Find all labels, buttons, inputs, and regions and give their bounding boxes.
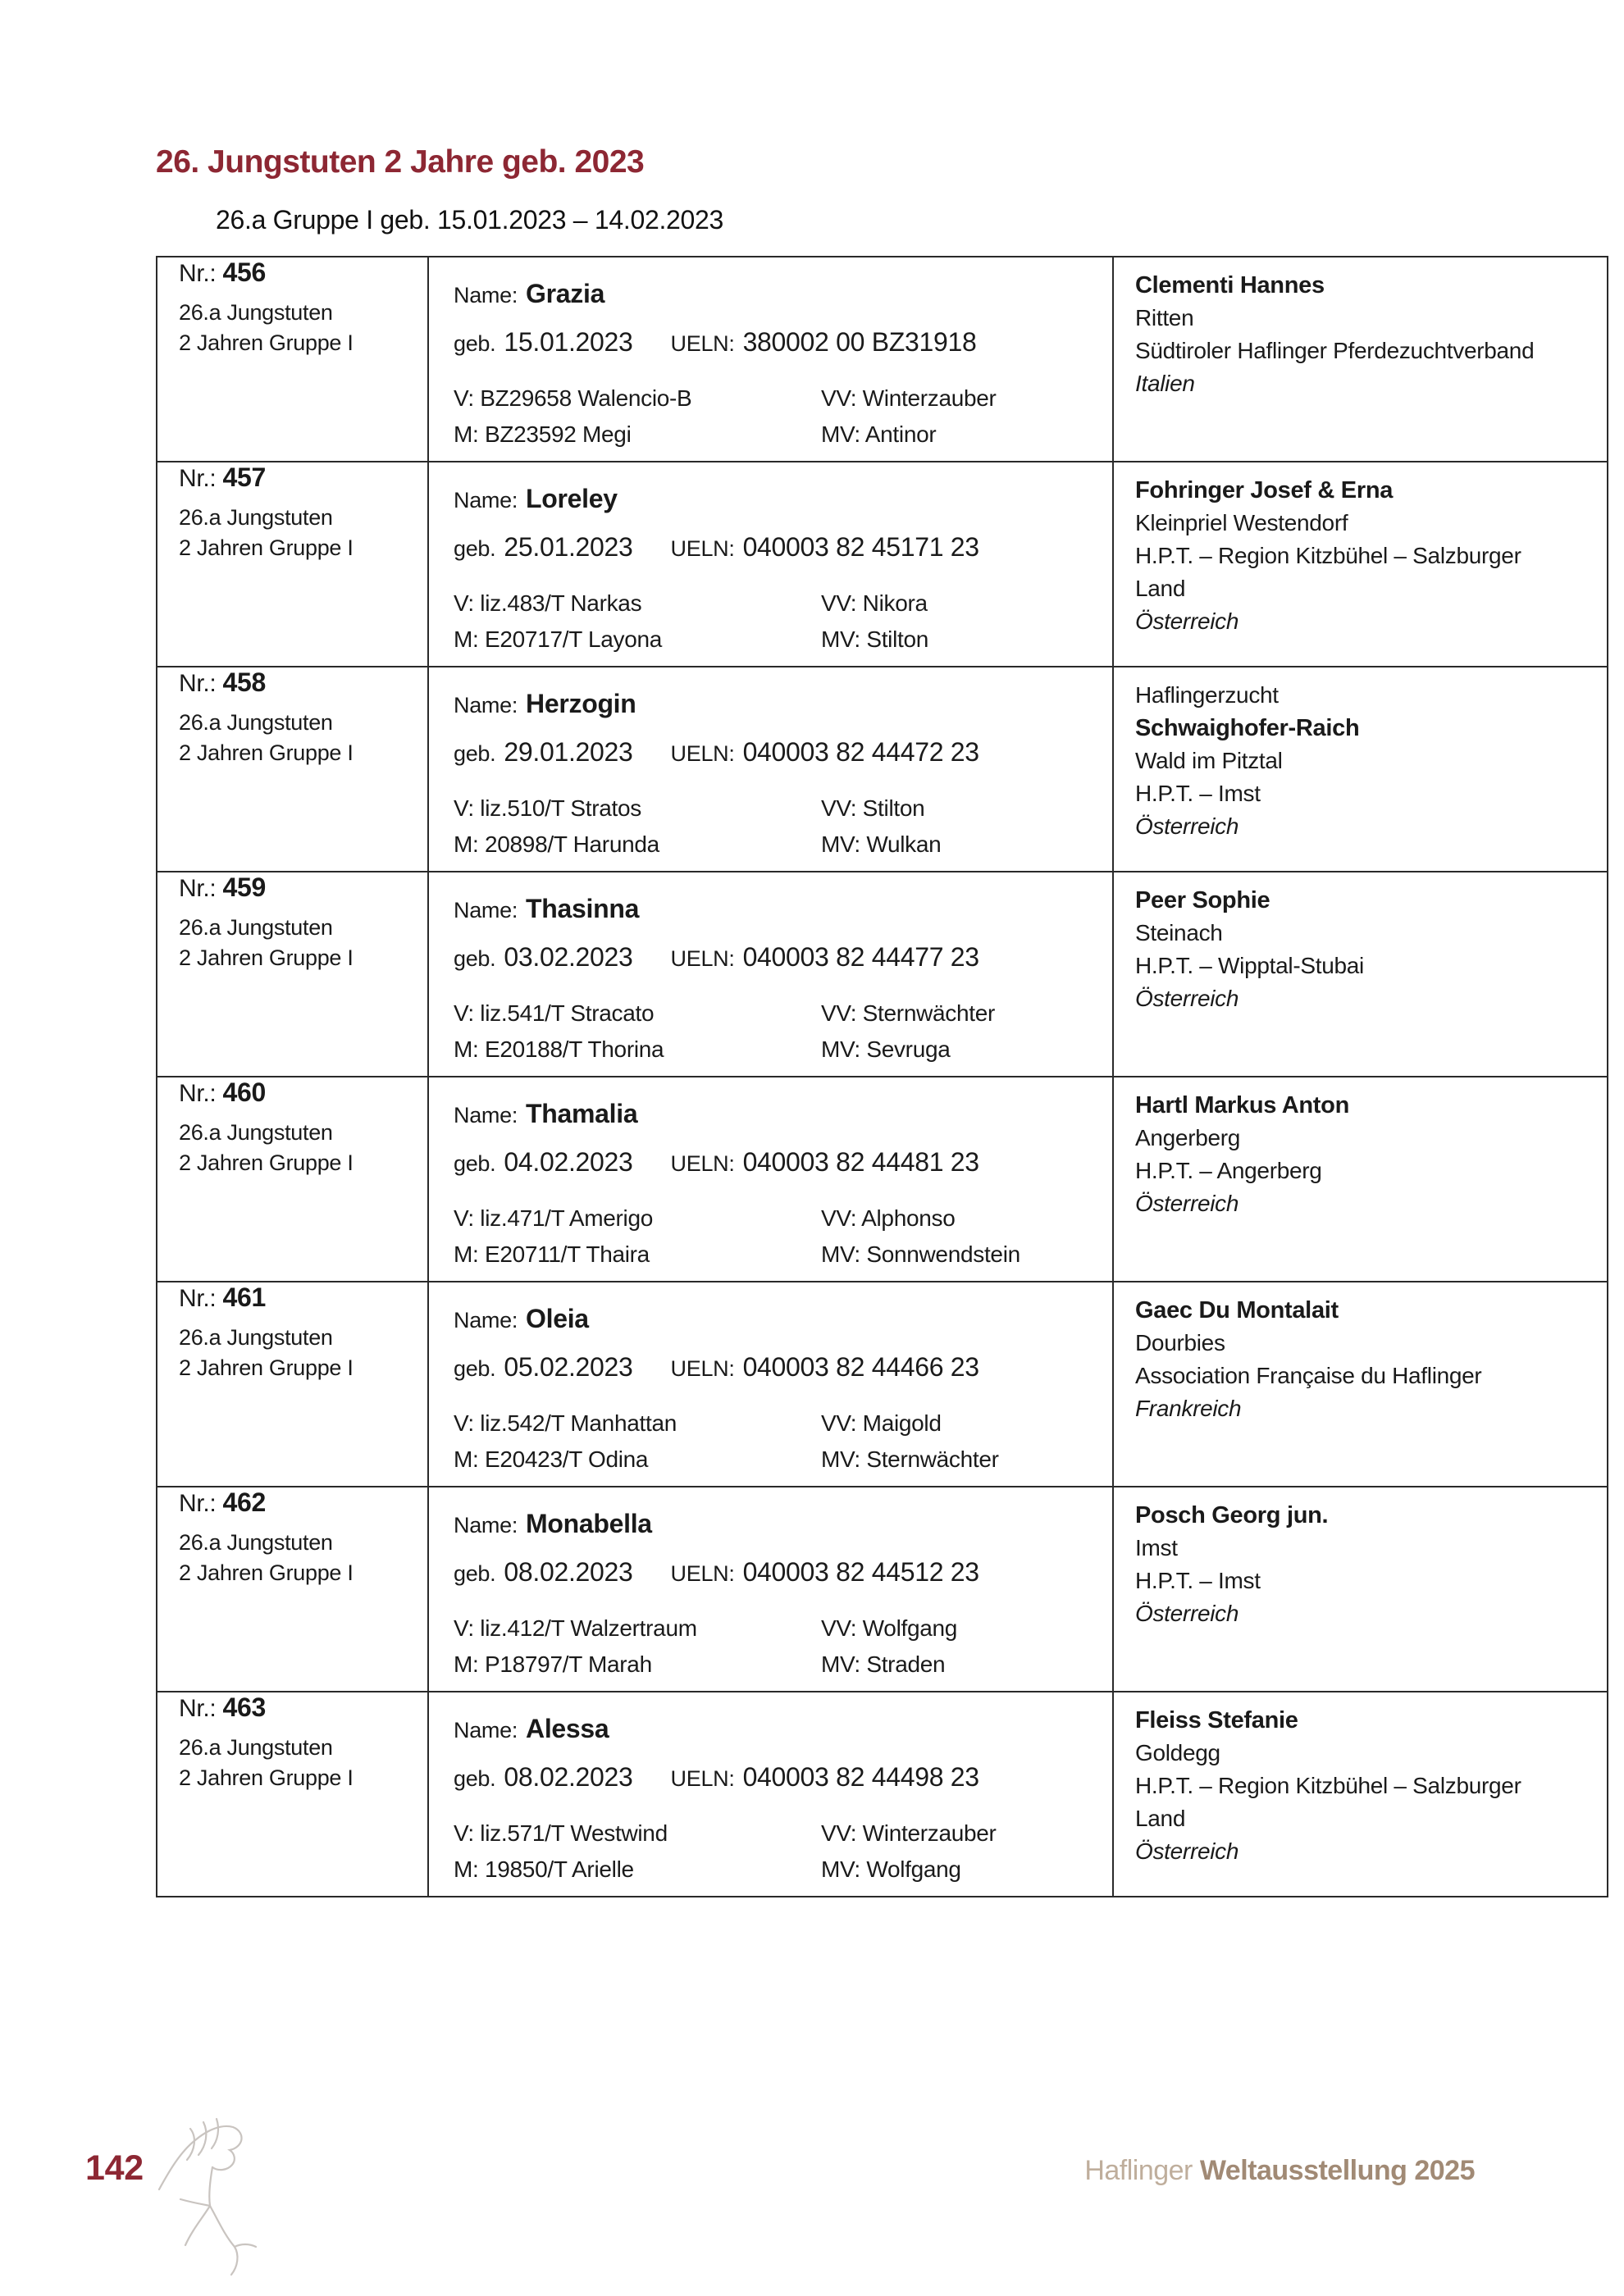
owner-line: H.P.T. – Region Kitzbühel – Salzburger Land [1135,543,1521,601]
horse-name-line [454,1099,1097,1129]
nr-label: Nr.: [179,260,217,287]
horse-name-line [454,279,1097,309]
sire-sire-line: VV: Stilton [821,795,925,821]
footer-brand-light: Haflinger [1084,2155,1200,2186]
owner-line: Südtiroler Haflinger Pferdezuchtverband [1135,338,1535,363]
entry-number-line [179,1077,421,1108]
dam-line: M: E20188/T Thorina [454,1036,664,1062]
entry-number: 457 [222,462,267,492]
name-label: Name: [454,898,518,922]
cell-number [157,872,428,1077]
cell-owner [1113,667,1608,872]
cell-number [157,257,428,462]
catalog-table-body [157,257,1608,1897]
birth-line [454,532,1097,563]
birth-date: 29.01.2023 [504,737,633,767]
horse-name-line [454,484,1097,514]
owner-line: Italien [1135,371,1195,396]
cell-horse [428,1282,1113,1487]
sire-sire-line: VV: Sternwächter [821,1000,996,1026]
owner-line: Schwaighofer-Raich [1135,715,1360,741]
entry-number: 463 [222,1692,267,1722]
dam-sire-line: MV: Stilton [821,626,929,652]
owner-line: Österreich [1135,608,1239,634]
birth-line [454,1352,1097,1383]
owner-line: Österreich [1135,1601,1239,1626]
owner-line: Österreich [1135,986,1239,1011]
birth-line [454,942,1097,973]
entry-number: 456 [222,257,267,287]
owner-line: Angerberg [1135,1125,1241,1150]
ueln-number: 040003 82 44512 23 [742,1557,979,1587]
cell-horse [428,872,1113,1077]
owner-line: Kleinpriel Westendorf [1135,510,1348,535]
geb-label: geb. [454,1766,496,1791]
ueln-label: UELN: [670,1561,735,1586]
horse-name: Loreley [526,484,618,513]
ueln-label: UELN: [670,741,735,766]
owner-line: Ritten [1135,305,1194,330]
ueln-label: UELN: [670,1151,735,1176]
pedigree-block [454,1820,1097,1883]
birth-date: 08.02.2023 [504,1557,633,1587]
owner-line: Hartl Markus Anton [1135,1092,1349,1118]
owner-line: Imst [1135,1535,1178,1560]
dam-sire-line: MV: Sternwächter [821,1446,999,1472]
sire-sire-line: VV: Nikora [821,590,928,616]
nr-label: Nr.: [179,465,217,492]
group-line-2: 2 Jahren Gruppe I [179,330,354,355]
owner-line: H.P.T. – Angerberg [1135,1158,1322,1183]
sire-sire-line: VV: Alphonso [821,1205,956,1231]
ueln-label: UELN: [670,536,735,561]
pedigree-block [454,1000,1097,1063]
cell-owner [1113,1692,1608,1897]
birth-date: 15.01.2023 [504,327,633,357]
ueln-number: 040003 82 44472 23 [742,737,979,767]
cell-number [157,1692,428,1897]
horse-name: Thasinna [526,894,640,923]
entry-number: 462 [222,1487,267,1517]
group-line-2: 2 Jahren Gruppe I [179,945,354,970]
geb-label: geb. [454,741,496,766]
cell-owner [1113,1282,1608,1487]
entry-number-line [179,257,421,288]
owner-line: H.P.T. – Imst [1135,781,1261,806]
owner-line: H.P.T. – Region Kitzbühel – Salzburger Land [1135,1773,1521,1831]
table-row [157,667,1608,872]
horse-name-line [454,1509,1097,1539]
owner-line: Österreich [1135,1838,1239,1864]
group-line-1: 26.a Jungstuten [179,1530,333,1555]
birth-line [454,327,1097,358]
name-label: Name: [454,1513,518,1538]
entry-number: 459 [222,872,267,902]
cell-owner [1113,1077,1608,1282]
nr-label: Nr.: [179,1490,217,1517]
name-label: Name: [454,1103,518,1128]
birth-line [454,1147,1097,1178]
owner-line: Wald im Pitztal [1135,748,1283,773]
owner-line: Goldegg [1135,1740,1220,1765]
birth-line [454,1762,1097,1793]
horse-name-line [454,894,1097,924]
cell-number [157,667,428,872]
owner-line: Clementi Hannes [1135,272,1325,298]
sire-sire-line: VV: Wolfgang [821,1615,958,1641]
table-row [157,1077,1608,1282]
group-line-1: 26.a Jungstuten [179,300,333,325]
birth-date: 25.01.2023 [504,532,633,562]
pedigree-block [454,1410,1097,1473]
group-line-1: 26.a Jungstuten [179,710,333,735]
sire-sire-line: VV: Winterzauber [821,385,997,411]
owner-line: H.P.T. – Wipptal-Stubai [1135,953,1364,978]
cell-number [157,462,428,667]
horse-name-line [454,689,1097,719]
dam-sire-line: MV: Sevruga [821,1036,951,1062]
birth-date: 03.02.2023 [504,942,633,972]
footer-brand [1084,2155,1475,2187]
cell-horse [428,1487,1113,1692]
dam-sire-line: MV: Antinor [821,421,937,447]
owner-line: Österreich [1135,813,1239,839]
owner-line: Gaec Du Montalait [1135,1297,1339,1323]
group-line-2: 2 Jahren Gruppe I [179,1355,354,1380]
table-row [157,1692,1608,1897]
cell-number [157,1282,428,1487]
ueln-number: 040003 82 45171 23 [742,532,979,562]
dam-sire-line: MV: Wulkan [821,831,942,857]
horse-name-line [454,1714,1097,1744]
entry-number-line [179,1282,421,1313]
owner-line: Österreich [1135,1191,1239,1216]
page-subtitle: 26.a Gruppe I geb. 15.01.2023 – 14.02.2023 [216,205,724,235]
group-line-2: 2 Jahren Gruppe I [179,535,354,560]
cell-horse [428,667,1113,872]
table-row [157,462,1608,667]
group-line-2: 2 Jahren Gruppe I [179,1765,354,1790]
table-row [157,1487,1608,1692]
dam-sire-line: MV: Straden [821,1651,946,1677]
owner-line: Steinach [1135,920,1223,945]
horse-name: Thamalia [526,1099,638,1128]
ueln-number: 380002 00 BZ31918 [742,327,977,357]
pedigree-block [454,1205,1097,1268]
cell-owner [1113,1487,1608,1692]
horse-name-line [454,1304,1097,1334]
ueln-label: UELN: [670,1356,735,1381]
owner-line: Fleiss Stefanie [1135,1707,1298,1733]
nr-label: Nr.: [179,1285,217,1312]
sire-line: V: BZ29658 Walencio-B [454,385,692,411]
nr-label: Nr.: [179,670,217,697]
ueln-number: 040003 82 44498 23 [742,1762,979,1792]
entry-number-line [179,667,421,698]
catalog-table [156,256,1608,1897]
sire-line: V: liz.541/T Stracato [454,1000,655,1026]
dam-line: M: E20711/T Thaira [454,1241,650,1267]
cell-number [157,1487,428,1692]
sire-line: V: liz.412/T Walzertraum [454,1615,697,1641]
geb-label: geb. [454,331,496,356]
dam-line: M: 20898/T Harunda [454,831,659,857]
group-line-1: 26.a Jungstuten [179,1120,333,1145]
sire-sire-line: VV: Maigold [821,1410,942,1436]
dam-sire-line: MV: Wolfgang [821,1856,961,1882]
horse-name: Grazia [526,279,605,308]
name-label: Name: [454,1308,518,1332]
table-row [157,1282,1608,1487]
geb-label: geb. [454,1561,496,1586]
dam-line: M: E20717/T Layona [454,626,663,652]
cell-owner [1113,257,1608,462]
horse-name: Alessa [526,1714,609,1743]
horse-logo-icon [144,2114,288,2290]
entry-number-line [179,462,421,493]
cell-horse [428,257,1113,462]
birth-line [454,1557,1097,1588]
pedigree-block [454,1615,1097,1678]
dam-line: M: BZ23592 Megi [454,421,632,447]
geb-label: geb. [454,1151,496,1176]
horse-name: Oleia [526,1304,589,1333]
owner-line: Fohringer Josef & Erna [1135,477,1394,503]
ueln-number: 040003 82 44477 23 [742,942,979,972]
entry-number: 458 [222,667,267,697]
pedigree-block [454,385,1097,448]
cell-owner [1113,872,1608,1077]
cell-owner [1113,462,1608,667]
birth-date: 05.02.2023 [504,1352,633,1382]
nr-label: Nr.: [179,1080,217,1107]
owner-line: Frankreich [1135,1396,1242,1421]
geb-label: geb. [454,536,496,561]
owner-line: H.P.T. – Imst [1135,1568,1261,1593]
name-label: Name: [454,1718,518,1742]
group-line-1: 26.a Jungstuten [179,505,333,530]
group-line-1: 26.a Jungstuten [179,915,333,940]
entry-number-line [179,1692,421,1723]
group-line-1: 26.a Jungstuten [179,1735,333,1760]
nr-label: Nr.: [179,875,217,902]
birth-date: 08.02.2023 [504,1762,633,1792]
horse-name: Monabella [526,1509,652,1538]
geb-label: geb. [454,1356,496,1381]
dam-line: M: 19850/T Arielle [454,1856,634,1882]
birth-date: 04.02.2023 [504,1147,633,1177]
sire-line: V: liz.542/T Manhattan [454,1410,677,1436]
cell-horse [428,1077,1113,1282]
page-number: 142 [85,2148,144,2188]
owner-line: Association Française du Haflinger [1135,1363,1482,1388]
owner-line: Peer Sophie [1135,887,1270,913]
sire-line: V: liz.471/T Amerigo [454,1205,654,1231]
sire-sire-line: VV: Winterzauber [821,1820,997,1846]
dam-line: M: P18797/T Marah [454,1651,652,1677]
ueln-label: UELN: [670,331,735,356]
dam-line: M: E20423/T Odina [454,1446,649,1472]
horse-name: Herzogin [526,689,636,718]
entry-number-line [179,1487,421,1518]
owner-line: Dourbies [1135,1330,1225,1355]
entry-number: 461 [222,1282,267,1312]
page-title: 26. Jungstuten 2 Jahre geb. 2023 [156,144,645,180]
sire-line: V: liz.483/T Narkas [454,590,642,616]
group-line-2: 2 Jahren Gruppe I [179,1560,354,1585]
sire-line: V: liz.510/T Stratos [454,795,641,821]
owner-line: Haflingerzucht [1135,682,1279,708]
name-label: Name: [454,488,518,512]
table-row [157,257,1608,462]
footer-brand-bold: Weltausstellung 2025 [1199,2155,1475,2186]
group-line-1: 26.a Jungstuten [179,1325,333,1350]
entry-number: 460 [222,1077,267,1107]
birth-line [454,737,1097,768]
nr-label: Nr.: [179,1695,217,1722]
group-line-2: 2 Jahren Gruppe I [179,740,354,765]
geb-label: geb. [454,946,496,971]
entry-number-line [179,872,421,903]
name-label: Name: [454,283,518,308]
cell-number [157,1077,428,1282]
group-line-2: 2 Jahren Gruppe I [179,1150,354,1175]
cell-horse [428,1692,1113,1897]
name-label: Name: [454,693,518,718]
ueln-number: 040003 82 44481 23 [742,1147,979,1177]
owner-line: Posch Georg jun. [1135,1502,1329,1528]
dam-sire-line: MV: Sonnwendstein [821,1241,1020,1267]
pedigree-block [454,590,1097,653]
ueln-label: UELN: [670,1766,735,1791]
table-row [157,872,1608,1077]
sire-line: V: liz.571/T Westwind [454,1820,668,1846]
cell-horse [428,462,1113,667]
ueln-label: UELN: [670,946,735,971]
pedigree-block [454,795,1097,858]
ueln-number: 040003 82 44466 23 [742,1352,979,1382]
